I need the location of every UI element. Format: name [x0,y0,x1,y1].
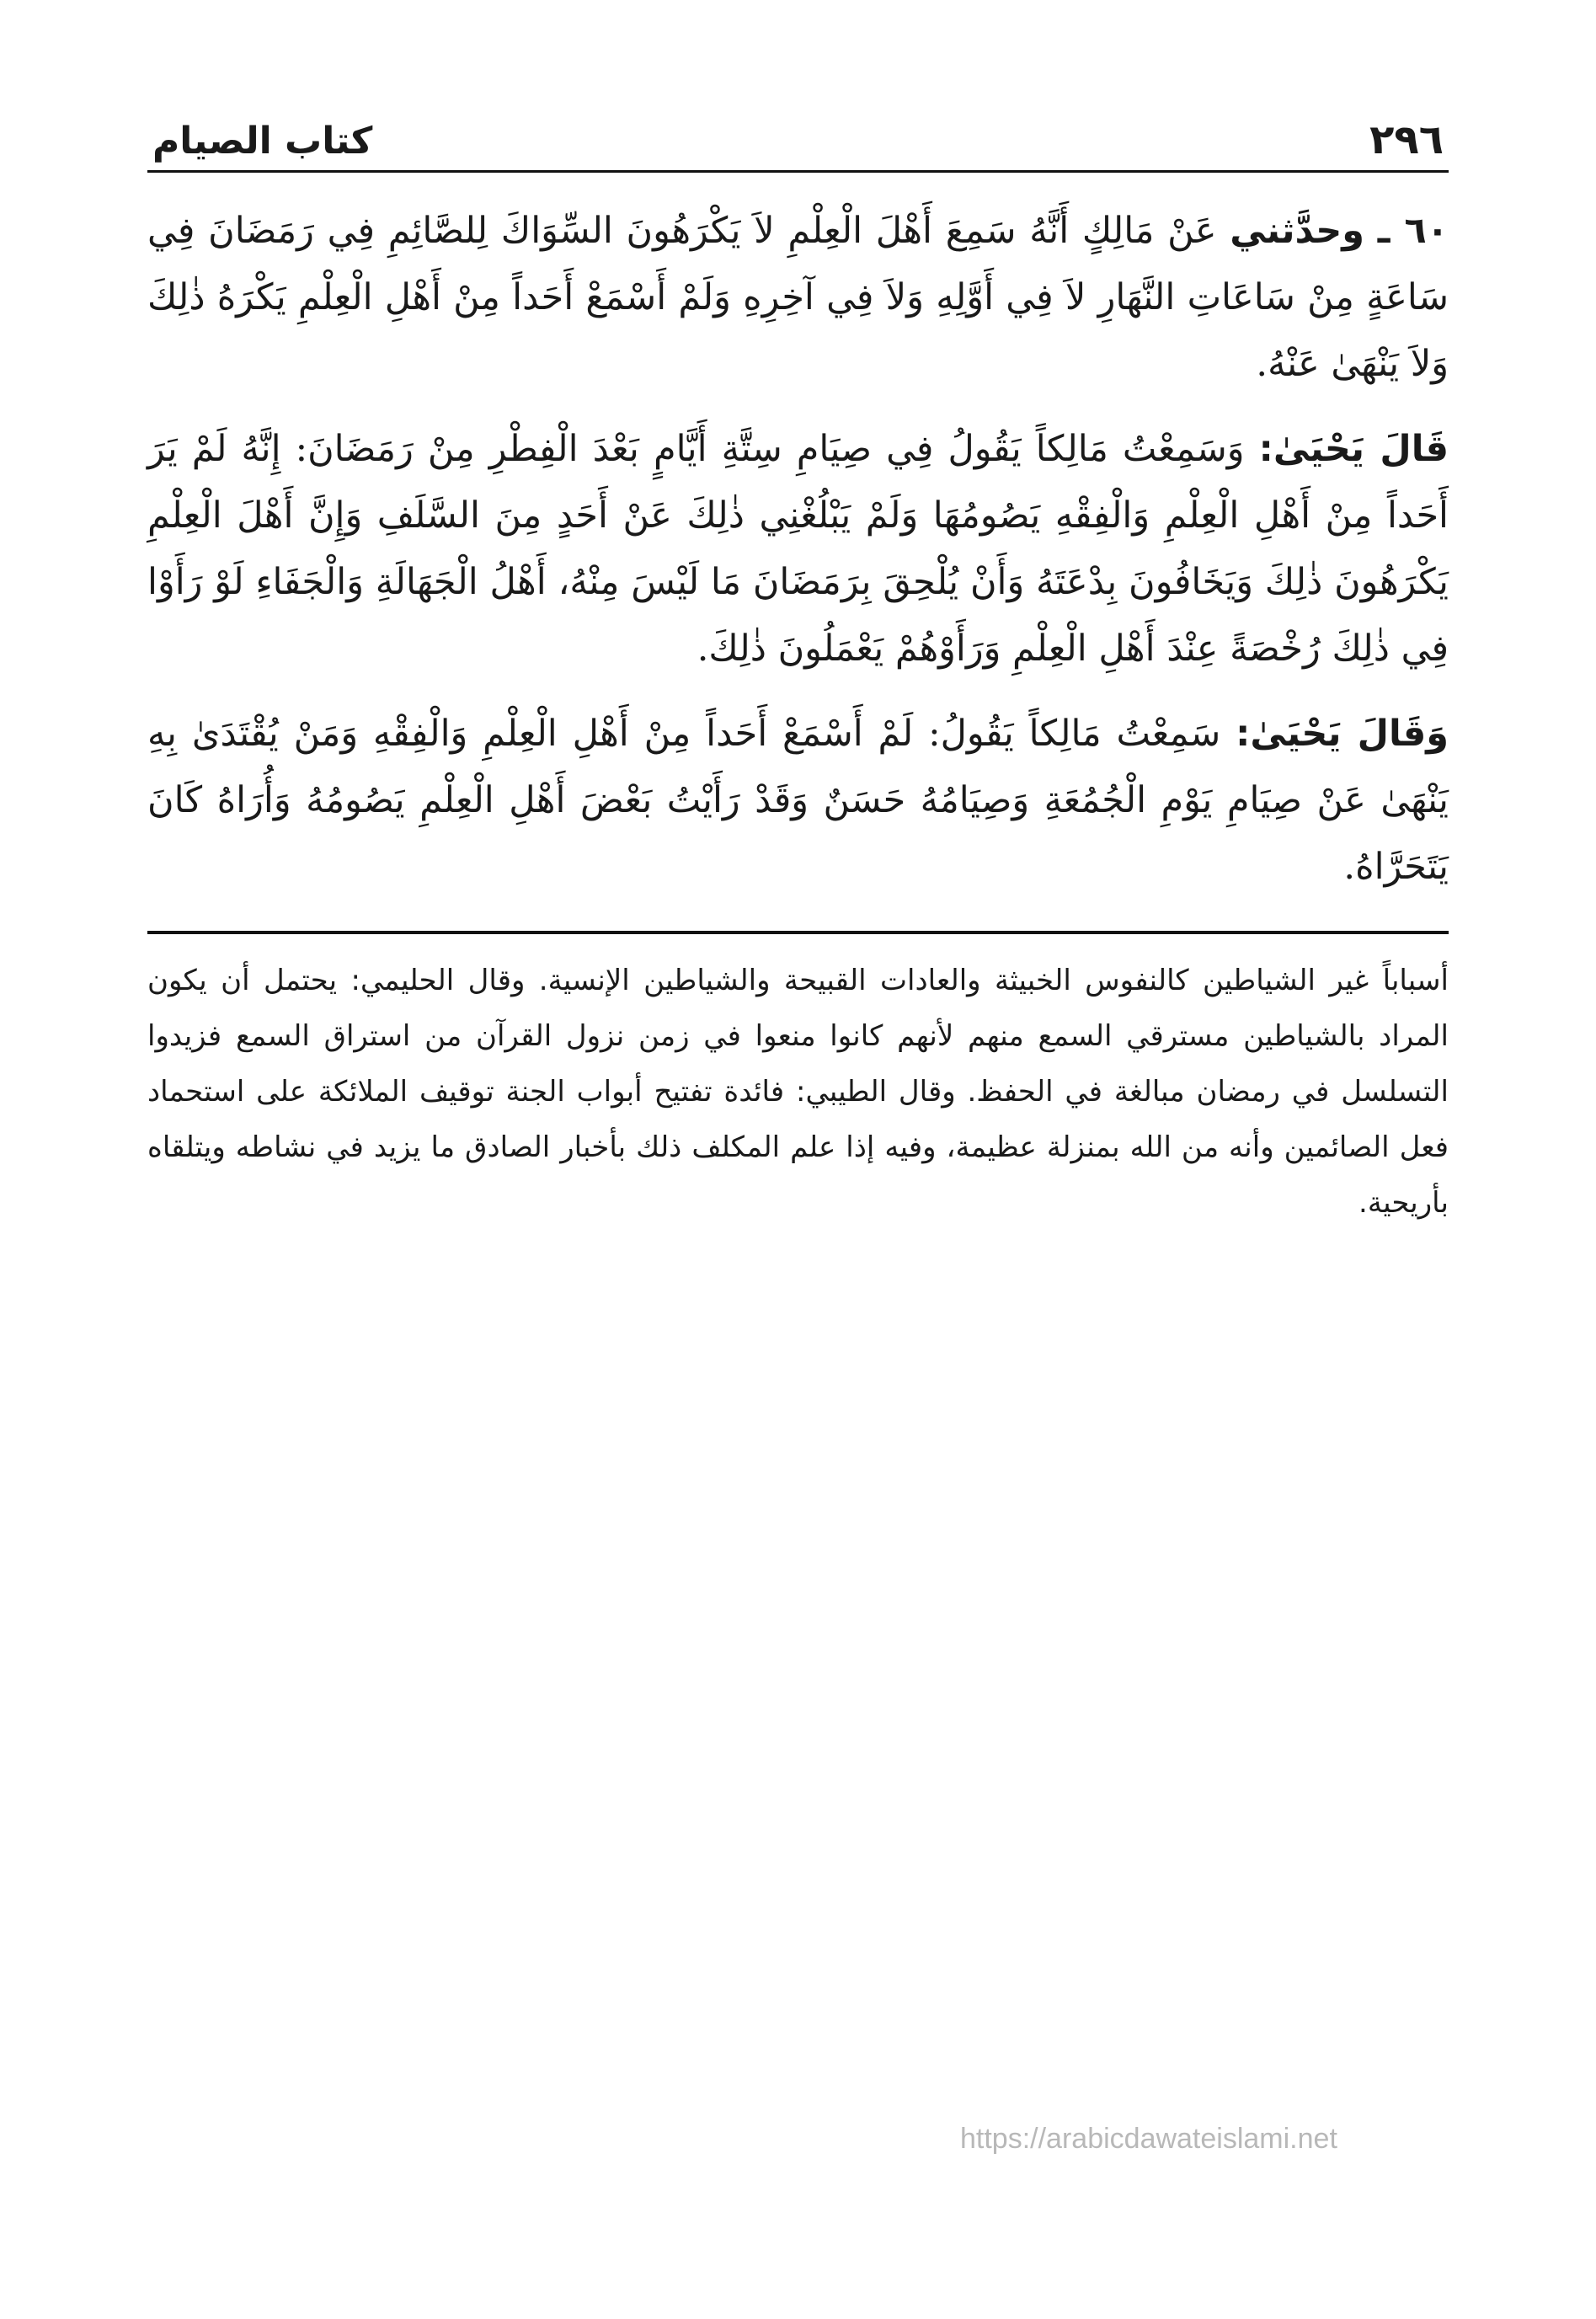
footnote: أسباباً غير الشياطين كالنفوس الخبيثة والعادات القبيحة والشياطين الإنسية. وقال الحليمي: يحتمل أن يكون المراد بالشياطين مسترقي السمع منهم لأنهم كانوا منعوا في زمن نزول القرآن من استراق السمع فزيدوا التسلسل في رمضان مبالغة في الحفظ. وقال الطيبي: فائدة تفتيح أبواب الجنة توقيف الملائكة على استحماد فعل الصائمين وأنه من الله بمنزلة عظيمة، وفيه إذا علم المكلف ذلك بأخبار الصادق ما يزيد في نشاطه ويتلقاه بأريحية. [147,964,1449,1220]
paragraph-lead: وَقَالَ يَحْيَىٰ: [1236,713,1449,755]
book-title: كتاب الصيام [152,120,373,163]
book-page [147,101,1449,1231]
header-rule [147,170,1449,173]
paragraph-yahya-2 [147,701,1449,900]
footnote-rule [147,931,1449,934]
paragraph-text: عَنْ مَالِكٍ أَنَّهُ سَمِعَ أَهْلَ الْعِلْمِ لاَ يَكْرَهُونَ السِّوَاكَ لِلصَّائِمِ فِي رَمَضَانَ فِي سَاعَةٍ مِنْ سَاعَاتِ النَّهَارِ لاَ فِي أَوَّلِهِ وَلاَ فِي آخِرِهِ وَلَمْ أَسْمَعْ أَحَداً مِنْ أَهْلِ الْعِلْمِ يَكْرَهُ ذٰلِكَ وَلاَ يَنْهَىٰ عَنْهُ. [147,210,1449,385]
paragraph-hadith-60 [147,198,1449,398]
main-text [147,198,1449,900]
paragraph-yahya-1 [147,416,1449,682]
page-number: ٢٩٦ [1369,116,1444,163]
paragraph-lead: قَالَ يَحْيَىٰ: [1258,428,1449,470]
hadith-number: ٦٠ ـ [1377,210,1449,252]
paragraph-text: سَمِعْتُ مَالِكاً يَقُولُ: لَمْ أَسْمَعْ أَحَداً مِنْ أَهْلِ الْعِلْمِ وَالْفِقْهِ وَمَنْ يُقْتَدَىٰ بِهِ يَنْهَىٰ عَنْ صِيَامِ يَوْمِ الْجُمُعَةِ وَصِيَامُهُ حَسَنٌ وَقَدْ رَأَيْتُ بَعْضَ أَهْلِ الْعِلْمِ يَصُومُهُ وَأُرَاهُ كَانَ يَتَحَرَّاهُ. [147,713,1449,888]
paragraph-lead: وحدَّثني [1230,210,1365,252]
running-header [147,101,1449,165]
paragraph-text: وَسَمِعْتُ مَالِكاً يَقُولُ فِي صِيَامِ سِتَّةِ أَيَّامٍ بَعْدَ الْفِطْرِ مِنْ رَمَضَانَ: إِنَّهُ لَمْ يَرَ أَحَداً مِنْ أَهْلِ الْعِلْمِ وَالْفِقْهِ يَصُومُهَا وَلَمْ يَبْلُغْنِي ذٰلِكَ عَنْ أَحَدٍ مِنَ السَّلَفِ وَإِنَّ أَهْلَ الْعِلْمِ يَكْرَهُونَ ذٰلِكَ وَيَخَافُونَ بِدْعَتَهُ وَأَنْ يُلْحِقَ بِرَمَضَانَ مَا لَيْسَ مِنْهُ، أَهْلُ الْجَهَالَةِ وَالْجَفَاءِ لَوْ رَأَوْا فِي ذٰلِكَ رُخْصَةً عِنْدَ أَهْلِ الْعِلْمِ وَرَأَوْهُمْ يَعْمَلُونَ ذٰلِكَ. [147,428,1449,670]
watermark-url: https://arabicdawateislami.net [960,2123,1337,2155]
